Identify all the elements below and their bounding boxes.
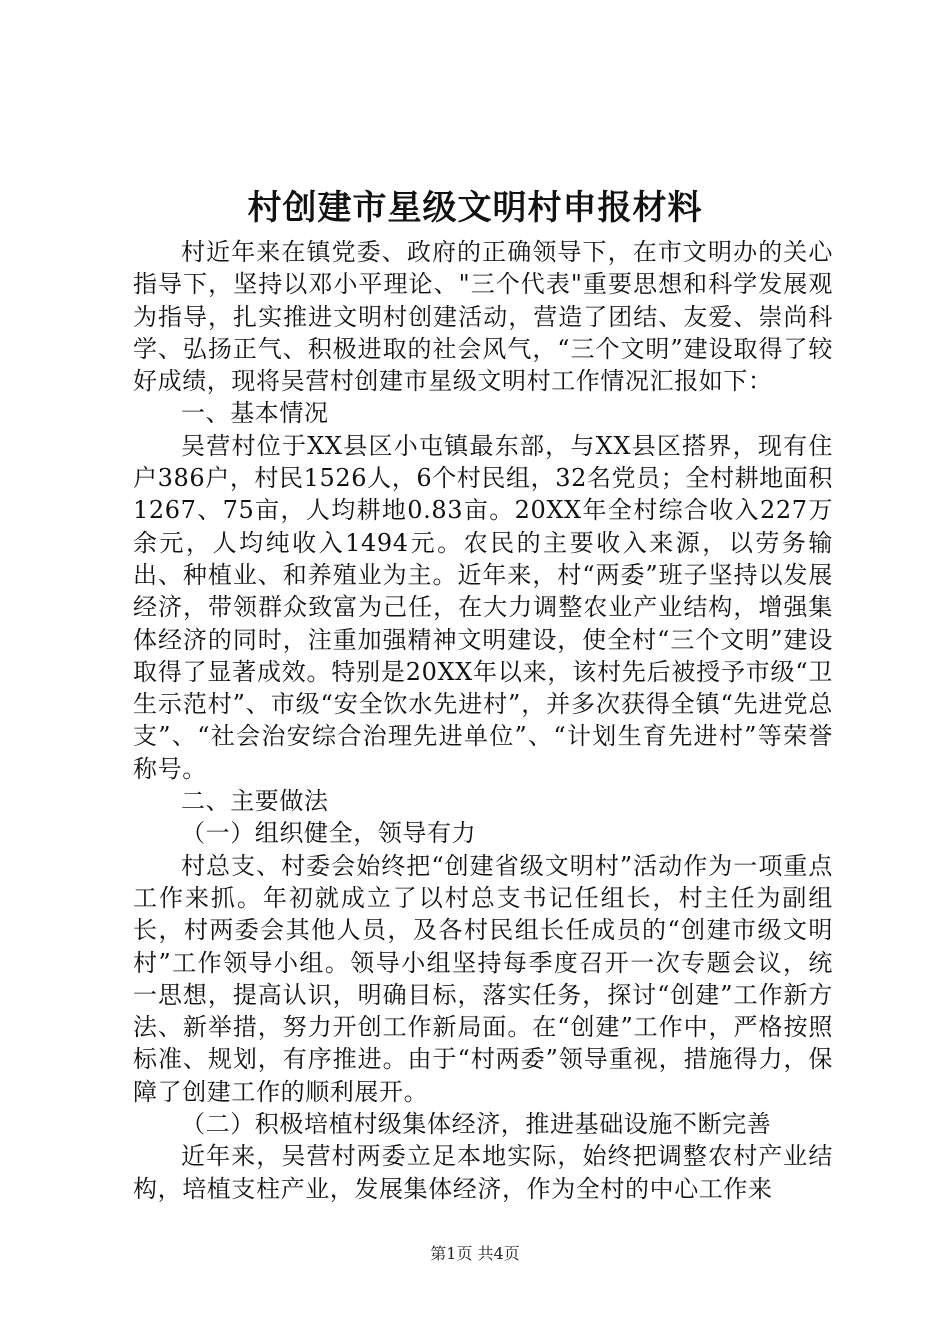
basic-situation-paragraph: 吴营村位于XX县区小屯镇最东部，与XX县区搭界，现有住户386户，村民1526人，6个村民组，32名党员；全村耕地面积1267、75亩，人均耕地0.83亩。20XX年全村综合收入227万余元，人均纯收入1494元。农民的主要收入来源，以劳务输出、种植业、和养殖业为主。近年来，村“两委”班子坚持以发展经济，带领群众致富为己任，在大力调整农业产业结构，增强集体经济的同时，注重加强精神文明建设，使全村“三个文明”建设取得了显著成效。特别是20XX年以来，该村先后被授予市级“卫生示范村”、市级“安全饮水先进村”，并多次获得全镇“先进党总支”、“社会治安综合治理先进单位”、“计划生育先进村”等荣誉称号。 xyxy=(133,431,833,783)
document-body xyxy=(133,236,833,1205)
intro-paragraph: 村近年来在镇党委、政府的正确领导下，在市文明办的关心指导下，坚持以邓小平理论、"三个代表"重要思想和科学发展观为指导，扎实推进文明村创建活动，营造了团结、友爱、崇尚科学、弘扬正气、积极进取的社会风气，“三个文明”建设取得了较好成绩，现将吴营村创建市星级文明村工作情况汇报如下： xyxy=(133,238,833,396)
document-title: 村创建市星级文明村申报材料 xyxy=(247,188,703,228)
section-heading-main-practices: 二、主要做法 xyxy=(181,787,329,816)
collective-economy-paragraph: 近年来，吴营村两委立足本地实际，始终把调整农村产业结构，培植支柱产业，发展集体经济，作为全村的中心工作来 xyxy=(133,1142,833,1203)
subsection-heading-organization: （一）组织健全，领导有力 xyxy=(181,819,477,848)
page-number-footer: 第1页 共4页 xyxy=(430,1244,520,1263)
section-heading-basic-situation: 一、基本情况 xyxy=(181,399,329,428)
organization-paragraph: 村总支、村委会始终把“创建省级文明村”活动作为一项重点工作来抓。年初就成立了以村总支书记任组长，村主任为副组长，村两委会其他人员，及各村民组长任成员的“创建市级文明村”工作领导小组。领导小组坚持每季度召开一次专题会议，统一思想，提高认识，明确目标，落实任务，探讨“创建”工作新方法、新举措，努力开创工作新局面。在“创建”工作中，严格按照标准、规划，有序推进。由于“村两委”领导重视，措施得力，保障了创建工作的顺利展开。 xyxy=(133,851,833,1106)
subsection-heading-collective-economy: （二）积极培植村级集体经济，推进基础设施不断完善 xyxy=(181,1110,772,1139)
